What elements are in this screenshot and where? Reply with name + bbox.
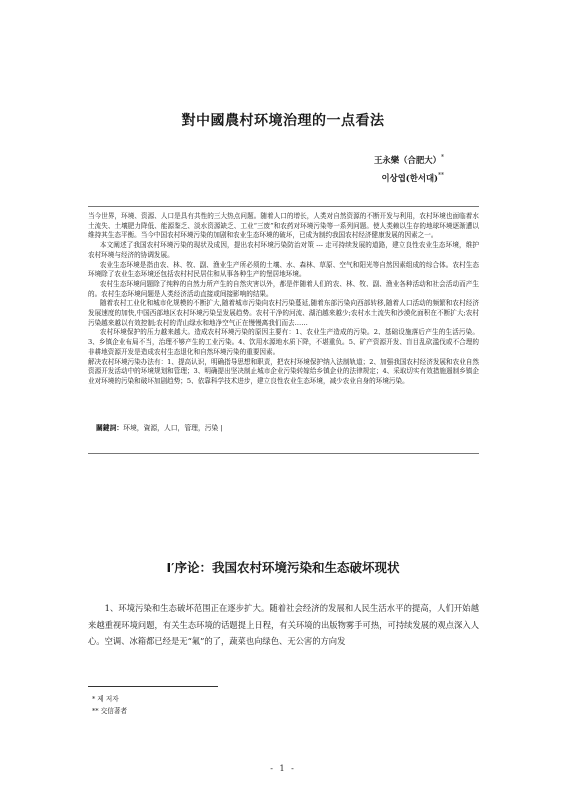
abstract-paragraph: 农业生态环境是指由农、林、牧、副、渔业生产所必须的土壤、水、森林、草原、空气和阳光等自然因素组成的综合体。农村生态环境除了农业生态环境还包括农村村民居住和从事各种生产的堡居地环境。	[88, 260, 479, 279]
author-first-name: 王永樂（合肥大）	[374, 155, 441, 165]
author-corresponding	[382, 172, 444, 184]
keywords-line	[96, 422, 223, 432]
abstract-paragraph: 当今世界，环境、资源、人口是具有共性的三大热点问题。随着人口的增长，人类对自然资源的不断开发与利用，农村环境也面临着水土流失、土壤肥力降低、能源鉴乏、淡水资源缺乏、工业“三废”和农药对环境污染等一系列问题。使人类赖以生存的地球环境逐渐遭以维持其生态平衡。当今中国农村环境污染的加剧和农业生态环境的破坏，已成为制约我国农村经济健康发展的因素之一。	[88, 212, 479, 240]
abstract-paragraph: 本文阐述了我国农村环境污染的现状及成因，提出农村环境污染防治对策 --- 走可持续发展的道路，建立良性农业生态环境，维护农村环境与经济的协调发展。	[88, 241, 479, 259]
footnote-first-author: * 제 저자	[92, 695, 119, 703]
author-first-mark: *	[441, 154, 444, 162]
abstract-paragraph: 农村环境保护的压力越来越大。造成农村环境污染的原因主要有：1、农业生产造成的污染。2、基础设施落后产生的生活污染。3、乡镇企业布局不当，治理不够产生的工业污染。4、饮用水源地水质下降，不堪重负。5、矿产资源开发、盲目乱砍滥伐或不合理的非耕地资源开发是造成农村生态退化和自然环境污染的重要因素。	[88, 328, 479, 356]
author-corresponding-name: 이상엽(한서대)	[381, 173, 438, 183]
footnote-divider	[88, 686, 218, 687]
abstract-paragraph: 随着农村工业化和城市化规模的不断扩大,随着城市污染向农村污染蔓延,随着东部污染向西部转移,随着人口活动的频繁和农村经济发展速度的加快,中国西部地区农村环境污染呈发展趋势。农村干净的河流、湖泊越来越少;农村水土流失和沙漠化面积在不断扩大;农村污染越来越以有效控制;农村的青山绿水和地净空气正在慢慢离我们而去……	[88, 299, 479, 327]
abstract-box	[88, 206, 479, 454]
footnote-corresponding-author: ** 交信著者	[92, 707, 128, 715]
author-first	[374, 154, 444, 166]
abstract-paragraph: 农村生态环境问题除了纯粹的自然力所产生的自然灾害以外，都是伴随着人们的农、林、牧、副、渔业各种活动和社会活动而产生的。农村生态环境问题是人类经济活动直接或间接影响的结果。	[88, 279, 479, 298]
section-heading: Ⅰ′序论：我国农村环境污染和生态破坏现状	[166, 560, 400, 575]
keywords-list: 环境，資源，人口，管理，污染 |	[123, 424, 223, 432]
body-paragraph: 1、环境污染和生态破坏范围正在逐步扩大。随着社会经济的发展和人民生活水平的提高，人们开始越来越重视环境问题，有关生态环境的话题提上日程，有关环境的出版物雾手可热，可持续发展的观点深入人心。空调、冰箱都已经是无“氟”的了，蔬菜也向绿色、无公害的方向发	[88, 603, 479, 646]
author-corresponding-mark: **	[438, 172, 444, 180]
paper-title: 對中國農村环境治理的一点看法	[181, 113, 385, 129]
page-number: - 1 -	[270, 764, 296, 773]
abstract-paragraph: 解决农村环境污染办法有：1、提高认识，明确指导思想和职责，把农村环境保护纳入法制轨道；2、加强我国农村经济发展和农业自然资源开发活动中的环境规划和管理；3、明确提出坚决制止城市企业污染转嫁给乡镇企业的法律规定；4、采取切实有效措施遏制乡镇企业对环境的污染和破坏加剧趋势；5、依靠科学技术进步，建立良性农业生态环境，减少农业自身的环境污染。	[88, 357, 479, 385]
keywords-label: 關鍵詞：	[96, 424, 124, 432]
